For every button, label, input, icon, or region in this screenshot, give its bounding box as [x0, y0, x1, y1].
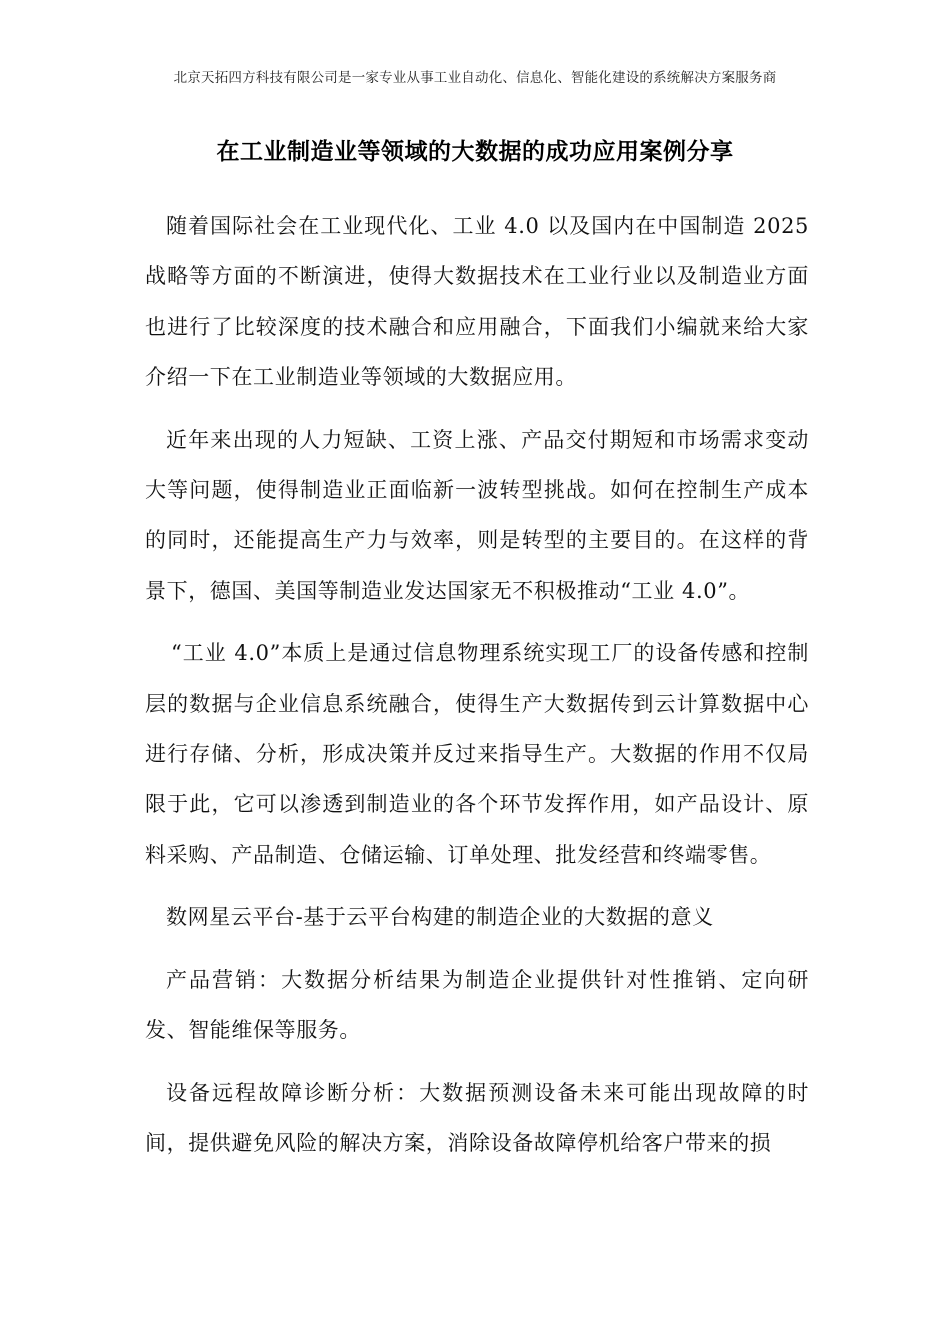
paragraph-industry40: “工业 4.0”本质上是通过信息物理系统实现工厂的设备传感和控制层的数据与企业信息系统融合，使得生产大数据传到云计算数据中心进行存储、分析，形成决策并反过来指导生产。大数据的作用不仅局限于此，它可以渗透到制造业的各个环节发挥作用，如产品设计、原料采购、产品制造、仓储运输、订单处理、批发经营和终端零售。 — [145, 641, 809, 867]
paragraph-remote-diagnosis: 设备远程故障诊断分析：大数据预测设备未来可能出现故障的时间，提供避免风险的解决方案，消除设备故障停机给客户带来的损 — [145, 1080, 809, 1155]
paragraph-product-marketing: 产品营销：大数据分析结果为制造企业提供针对性推销、定向研发、智能维保等服务。 — [145, 967, 809, 1043]
document-body — [145, 201, 809, 1180]
page-header-tagline: 北京天拓四方科技有限公司是一家专业从事工业自动化、信息化、智能化建设的系统解决方案服务商 — [173, 70, 777, 86]
paragraph-section-heading: 数网星云平台-基于云平台构建的制造企业的大数据的意义 — [166, 905, 714, 930]
paragraph-intro: 随着国际社会在工业现代化、工业 4.0 以及国内在中国制造 2025 战略等方面的不断演进，使得大数据技术在工业行业以及制造业方面也进行了比较深度的技术融合和应用融合，下面我们小编就来给大家介绍一下在工业制造业等领域的大数据应用。 — [145, 214, 809, 390]
document-title: 在工业制造业等领域的大数据的成功应用案例分享 — [216, 138, 734, 165]
paragraph-challenges: 近年来出现的人力短缺、工资上涨、产品交付期短和市场需求变动大等问题，使得制造业正面临新一波转型挑战。如何在控制生产成本的同时，还能提高生产力与效率，则是转型的主要目的。在这样的背景下，德国、美国等制造业发达国家无不积极推动“工业 4.0”。 — [145, 427, 809, 603]
